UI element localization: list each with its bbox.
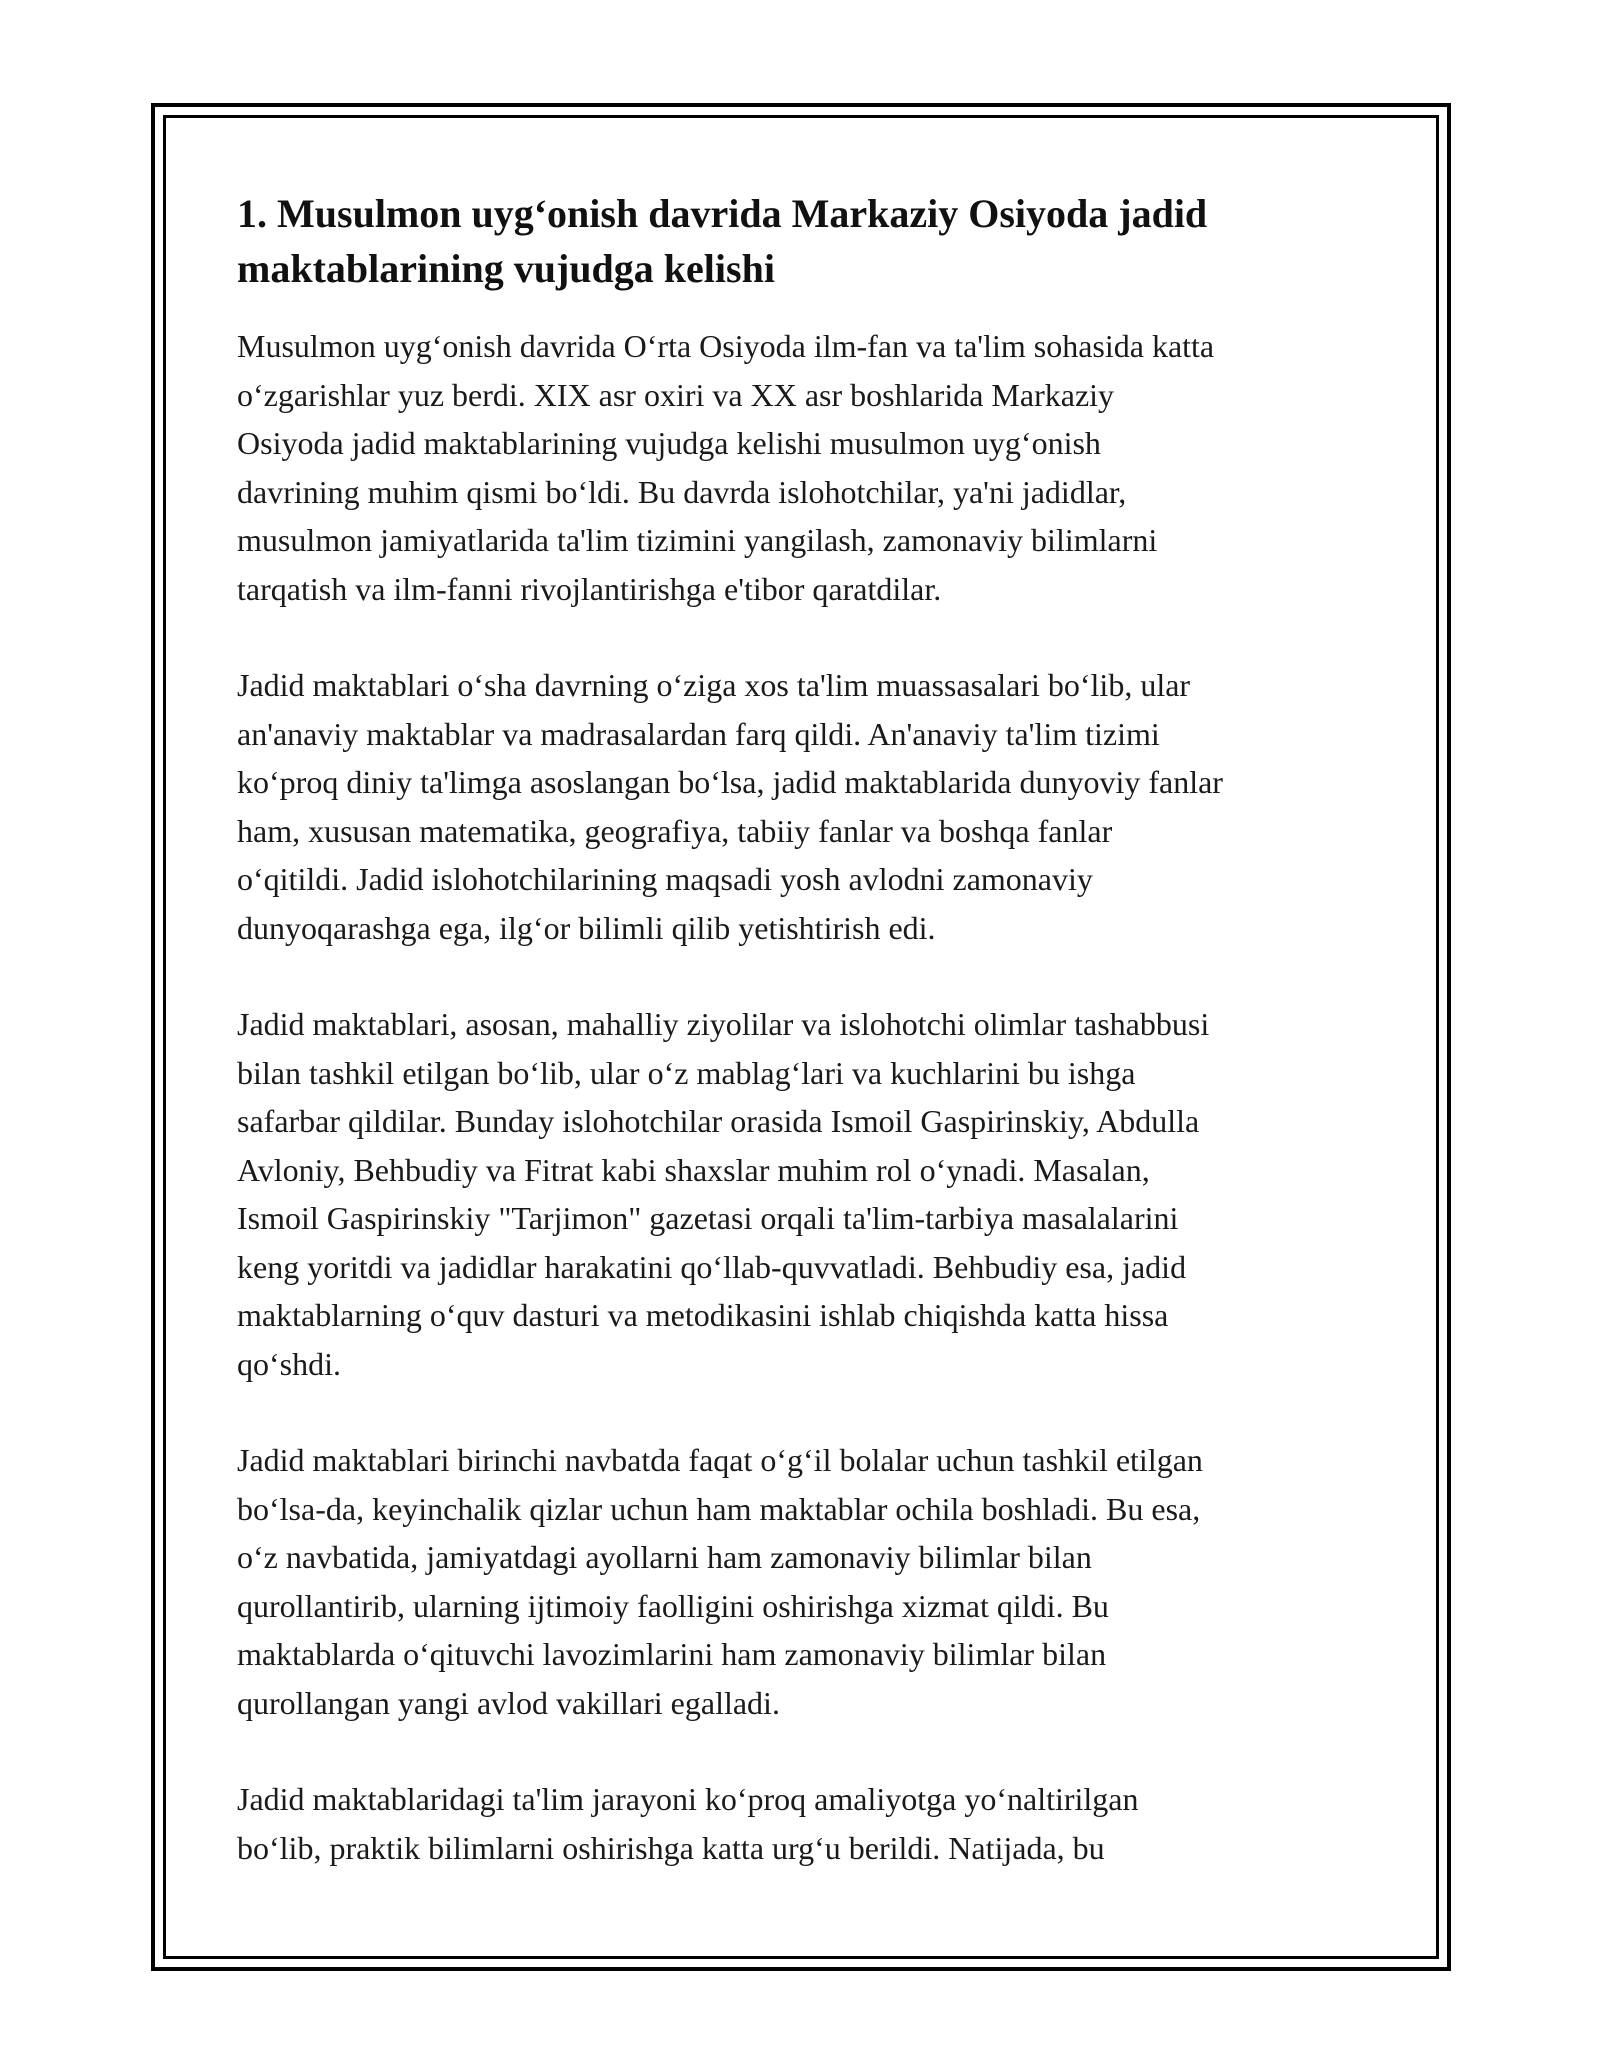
text-line: maktablarda o‘qituvchi lavozimlarini ham zamonaviy bilimlar bilan: [237, 1636, 1107, 1672]
text-line: musulmon jamiyatlarida ta'lim tizimini yangilash, zamonaviy bilimlarni: [237, 522, 1158, 558]
text-line: qurollantirib, ularning ijtimoiy faolligini oshirishga xizmat qildi. Bu: [237, 1587, 1109, 1624]
text-line: o‘z navbatida, jamiyatdagi ayollarni ham zamonaviy bilimlar bilan: [237, 1539, 1092, 1575]
paragraph-1: [237, 322, 1377, 613]
text-line: Jadid maktablari o‘sha davrning o‘ziga xos ta'lim muassasalari bo‘lib, ular: [237, 667, 1191, 703]
text-line: bilan tashkil etilgan bo‘lib, ular o‘z mablag‘lari va kuchlarini bu ishga: [237, 1054, 1136, 1091]
paragraph-2: [237, 661, 1377, 952]
text-line: Musulmon uyg‘onish davrida O‘rta Osiyoda ilm-fan va ta'lim sohasida katta: [237, 328, 1215, 364]
text-line: Jadid maktablari, asosan, mahalliy ziyolilar va islohotchi olimlar tashabbusi: [237, 1006, 1210, 1042]
heading-line: maktablarining vujudga kelishi: [237, 246, 775, 291]
section-heading: [237, 186, 1377, 296]
text-line: dunyoqarashga ega, ilg‘or bilimli qilib yetishtirish edi.: [237, 909, 936, 946]
text-line: maktablarning o‘quv dasturi va metodikasini ishlab chiqishda katta hissa: [237, 1297, 1169, 1333]
text-line: Osiyoda jadid maktablarining vujudga kelishi musulmon uyg‘onish: [237, 425, 1101, 461]
text-line: Ismoil Gaspirinskiy "Tarjimon" gazetasi orqali ta'lim-tarbiya masalalarini: [237, 1200, 1179, 1236]
text-line: ham, xususan matematika, geografiya, tabiiy fanlar va boshqa fanlar: [237, 812, 1113, 849]
text-line: tarqatish va ilm-fanni rivojlantirishga e'tibor qaratdilar.: [237, 570, 942, 607]
paragraph-3: [237, 1000, 1377, 1388]
text-line: o‘qitildi. Jadid islohotchilarining maqsadi yosh avlodni zamonaviy: [237, 861, 1093, 897]
text-line: bo‘lsa-da, keyinchalik qizlar uchun ham maktablar ochila boshladi. Bu esa,: [237, 1490, 1201, 1527]
text-line: bo‘lib, praktik bilimlarni oshirishga katta urg‘u berildi. Natijada, bu: [237, 1829, 1105, 1866]
text-line: Jadid maktablari birinchi navbatda faqat o‘g‘il bolalar uchun tashkil etilgan: [237, 1442, 1203, 1478]
paragraph-5: [237, 1775, 1377, 1872]
text-line: Avloniy, Behbudiy va Fitrat kabi shaxslar muhim rol o‘ynadi. Masalan,: [237, 1151, 1150, 1188]
text-line: ko‘proq diniy ta'limga asoslangan bo‘lsa, jadid maktablarida dunyoviy fanlar: [237, 764, 1223, 800]
text-line: qurollangan yangi avlod vakillari egalladi.: [237, 1684, 780, 1721]
text-line: davrining muhim qismi bo‘ldi. Bu davrda islohotchilar, ya'ni jadidlar,: [237, 473, 1127, 510]
text-line: safarbar qildilar. Bunday islohotchilar orasida Ismoil Gaspirinskiy, Abdulla: [237, 1103, 1200, 1139]
paragraph-4: [237, 1436, 1377, 1727]
document-body: [237, 186, 1377, 1920]
text-line: Jadid maktablaridagi ta'lim jarayoni ko‘proq amaliyotga yo‘naltirilgan: [237, 1781, 1139, 1817]
text-line: qo‘shdi.: [237, 1345, 341, 1382]
text-line: an'anaviy maktablar va madrasalardan farq qildi. An'anaviy ta'lim tizimi: [237, 715, 1160, 752]
text-line: keng yoritdi va jadidlar harakatini qo‘llab-quvvatladi. Behbudiy esa, jadid: [237, 1248, 1187, 1285]
text-line: o‘zgarishlar yuz berdi. XIX asr oxiri va XX asr boshlarida Markaziy: [237, 376, 1115, 413]
heading-line: 1. Musulmon uyg‘onish davrida Markaziy Osiyoda jadid: [237, 191, 1208, 236]
